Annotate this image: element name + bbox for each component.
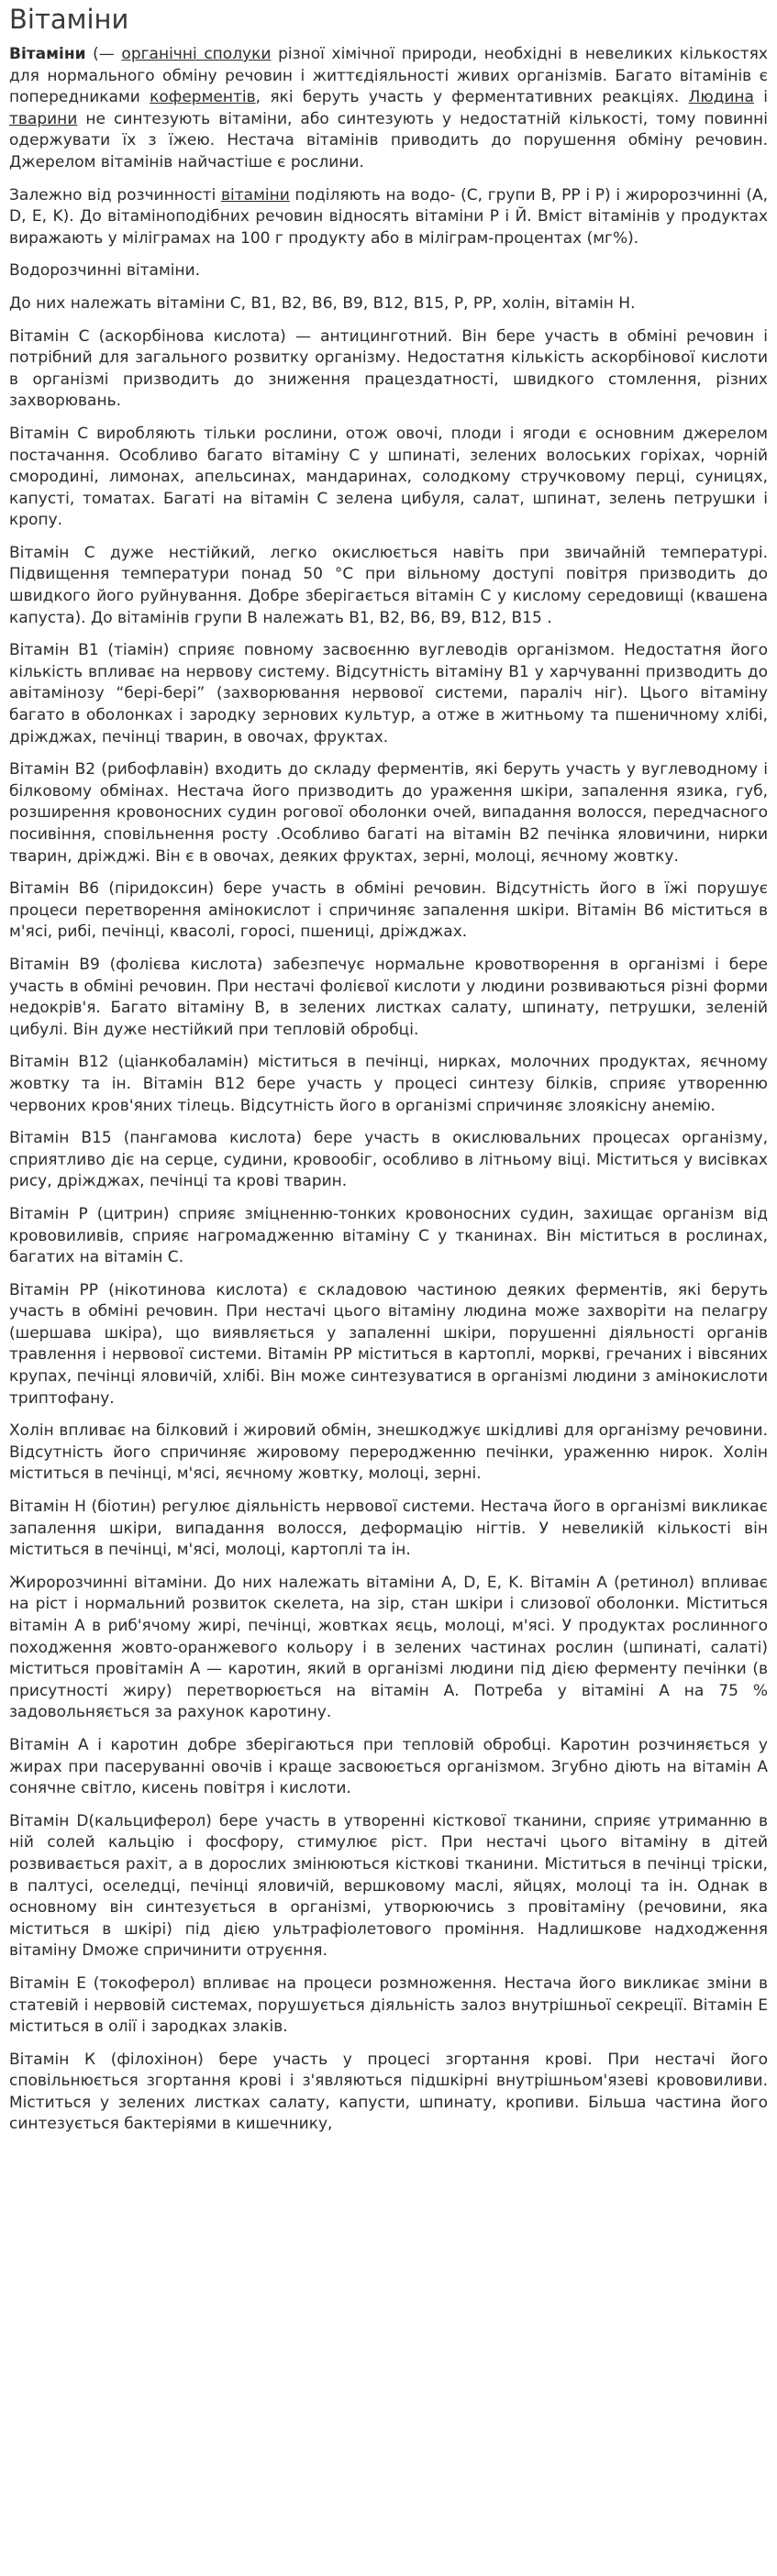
- intro-text: не синтезують вітаміни, або синтезують у недостатній кількості, тому повинні одержувати їх з їжею. Нестача вітамінів приводить до порушення обміну речовин. Джерелом вітамінів найчастіше є рослини.: [9, 109, 768, 171]
- link-animals[interactable]: тварини: [9, 109, 78, 128]
- link-human[interactable]: Людина: [688, 88, 754, 107]
- intro-text: , які беруть участь у ферментативних реакціях.: [255, 88, 689, 107]
- paragraph: Вітамін К (філохінон) бере участь у процесі згортання крові. При нестачі його сповільнюється згортання крові і з'являються підшкірні внутрішньом'язеві крововиливи. Міститься у зелених листках салату, капусти, шпинату, кропиви. Більша частина його синтезується бактеріями в кишечнику,: [9, 2050, 768, 2134]
- paragraph: Вітамін Р (цитрин) сприяє зміцненню-тонких кровоносних судин, захищає організм від крововиливів, сприяє нагромадженню вітаміну С у тканинах. Він міститься в рослинах, багатих на вітамін С.: [9, 1204, 768, 1267]
- paragraph: Вітамін В2 (рибофлавін) входить до складу ферментів, які беруть участь у вуглеводному і білковому обмінах. Нестача його призводить до ураження шкіри, запалення язика, губ, розширення кровоносних судин рогової оболонки очей, випадання волосся, передчасного посивіння, сповільнення росту .Особливо багаті на вітамін В2 печінка яловичини, нирки тварин, дріжджі. Він є в овочах, деяких фруктах, зерні, молоці, яєчному жовтку.: [9, 760, 768, 866]
- paragraph-text: поділяють на водо- (С, групи В, РР і Р) і жиророзчинні (А, D, E, K). До вітаміноподібних речовин відносять вітаміни Р і Й. Вміст вітамінів у продуктах виражають у міліграмах на 100 г продукту або в міліграм-процентах (мг%).: [9, 185, 768, 248]
- paragraph: Вітамін Е (токоферол) впливає на процеси розмноження. Нестача його викликає зміни в статевій і нервовій системах, порушується діяльність залоз внутрішньої секреції. Вітамін Е міститься в олії і зародках злаків.: [9, 1973, 768, 2037]
- paragraph: Вітамін А і каротин добре зберігаються при тепловій обробці. Каротин розчиняється у жирах при пасеруванні овочів і краще засвоюється організмом. Згубно діють на вітамін А сонячне світло, кисень повітря і кислоти.: [9, 1735, 768, 1798]
- paragraph: Жиророзчинні вітаміни. До них належать вітаміни А, D, E, K. Вітамін А (ретинол) впливає на ріст і нормальний розвиток скелета, на зір, стан шкіри і слизової оболонки. Міститься вітамін А в риб'ячому жирі, печінці, жовтках яєць, молоці, м'ясі. У продуктах рослинного походження жовто-оранжевого кольору і в зелених частинах рослин (шпинаті, салаті) міститься провітамін А — каротин, який в організмі людини під дією ферменту печінки (в присутності жиру) перетворюється на вітамін А. Потреба у вітаміні А на 75 % задовольняється за рахунок каротину.: [9, 1573, 768, 1722]
- intro-paragraph: [9, 44, 768, 174]
- paragraph: Вітамін С дуже нестійкий, легко окислюється навіть при звичайній температурі. Підвищення температури понад 50 °С при вільному доступі повітря призводить до швидкого його руйнування. Добре зберігається вітамін С у кислому середовищі (квашена капуста). До вітамінів групи В належать В1, В2, В6, В9, В12, В15 .: [9, 543, 768, 627]
- page-title: Вітаміни: [9, 4, 129, 35]
- paragraph: Вітамін В15 (пангамова кислота) бере участь в окислювальних процесах організму, сприятливо діє на серце, судини, кровообіг, особливо в літньому віці. Міститься у висівках рису, дріжджах, печінці та крові тварин.: [9, 1129, 768, 1191]
- paragraph: Вітамін В9 (фолієва кислота) забезпечує нормальне кровотворення в організмі і бере участь в обміні речовин. При нестачі фолієвої кислоти у людини розвиваються різні форми недокрів'я. Багато вітаміну В, в зелених листках салату, шпинату, петрушки, зеленій цибулі. Він дуже нестійкий при тепловій обробці.: [9, 955, 768, 1039]
- term-vitamins: Вітаміни: [9, 45, 86, 63]
- intro-text: (—: [85, 45, 122, 63]
- paragraph: Водорозчинні вітаміни.: [9, 261, 201, 281]
- paragraph: Холін впливає на білковий і жировий обмін, знешкоджує шкідливі для організму речовини. Відсутність його спричиняє жировому переродженню печінки, ураженню нирок. Холін міститься в печінці, м'ясі, яєчному жовтку, молоці, зерні.: [9, 1421, 768, 1484]
- intro-text: і: [753, 88, 768, 107]
- solubility-paragraph: [9, 185, 768, 250]
- paragraph: Вітамін D(кальциферол) бере участь в утворенні кісткової тканини, сприяє утриманню в ній солей кальцію і фосфору, стимулює ріст. При нестачі цього вітаміну в дітей розвивається рахіт, а в дорослих змінюються кісткові тканини. Міститься в печінці тріски, в палтусі, оселедці, печінці яловичій, вершковому маслі, яйцях, молоці та ін. Однак в основному він синтезується в організмі, утворюючись з провітаміну (речовини, яка міститься в шкірі) під дією ультрафіолетового проміння. Надлишкове надходження вітаміну Dможе спричинити отруєння.: [9, 1811, 768, 1961]
- intro-text: різної хімічної природи, необхідні в невеликих кількостях для нормального обміну речовин і життєдіяльності живих організмів. Багато вітамінів є попередниками: [9, 45, 768, 107]
- paragraph: Вітамін В12 (ціанкобаламін) міститься в печінці, нирках, молочних продуктах, яєчному жовтку та ін. Вітамін В12 бере участь у процесі синтезу білків, сприяє утворенню червоних кров'яних тілець. Відсутність його в організмі спричиняє злоякісну анемію.: [9, 1053, 768, 1115]
- paragraph: Вітамін С (аскорбінова кислота) — антицинготний. Він бере участь в обміні речовин і потрібний для загального розвитку організму. Недостатня кількість аскорбінової кислоти в організмі призводить до зниження працездатності, швидкого стомлення, різних захворювань.: [9, 326, 768, 411]
- paragraph: Вітамін С виробляють тільки рослини, отож овочі, плоди і ягоди є основним джерелом постачання. Особливо багато вітаміну С у шпинаті, зелених волоських горіхах, чорній смородині, лимонах, апельсинах, мандаринах, солодкому стручковому перці, суницях, капусті, томатах. Багаті на вітамін С зелена цибуля, салат, шпинат, зелень петрушки і кропу.: [9, 424, 768, 530]
- paragraph: Вітамін Н (біотин) регулює діяльність нервової системи. Нестача його в організмі викликає запалення шкіри, випадання волосся, деформацію нігтів. У невеликій кількості він міститься в печінці, м'ясі, молоці, картоплі та ін.: [9, 1498, 768, 1560]
- link-coenzymes[interactable]: коферментів: [150, 88, 256, 107]
- paragraph-text: Залежно від розчинності: [9, 185, 221, 205]
- paragraph: Вітамін В1 (тіамін) сприяє повному засвоєнню вуглеводів організмом. Недостатня його кількість впливає на нервову систему. Відсутність вітаміну В1 у харчуванні призводить до авітамінозу “бері-бері” (захворювання нервової системи, параліч ніг). Цього вітаміну багато в оболонках і зародку зернових культур, а отже в житньому та пшеничному хлібі, дріжджах, печінці тварин, в овочах, фруктах.: [9, 641, 768, 746]
- paragraph: Вітамін В6 (піридоксин) бере участь в обміні речовин. Відсутність його в їжі порушує процеси перетворення амінокислот і спричиняє запалення шкіри. Вітамін В6 міститься в м'ясі, рибі, печінці, квасолі, горосі, пшениці, дріжджах.: [9, 879, 768, 942]
- link-organic-compounds[interactable]: органічні сполуки: [121, 45, 272, 63]
- link-vitamins[interactable]: вітаміни: [221, 185, 290, 205]
- paragraph: Вітамін РР (нікотинова кислота) є складовою частиною деяких ферментів, які беруть участь в обміні речовин. При нестачі цього вітаміну людина може захворіти на пелагру (шершава шкіра), що виявляється у запаленні шкіри, порушенні діяльності органів травлення і нервової системи. Вітамін РР міститься в картоплі, моркві, гречаних і вівсяних крупах, печінці яловичій, хлібі. Він може синтезуватися в організмі людини з амінокислоти триптофану.: [9, 1280, 768, 1408]
- paragraph: До них належать вітаміни С, В1, В2, В6, В9, В12, В15, Р, РР, холін, вітамін Н.: [9, 293, 636, 313]
